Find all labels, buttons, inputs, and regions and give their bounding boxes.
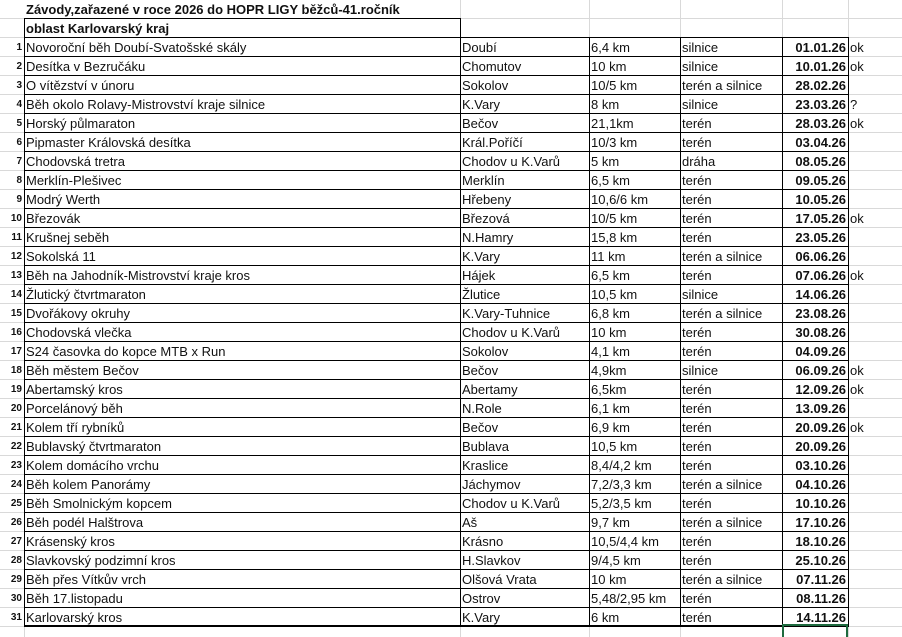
column-border bbox=[680, 37, 681, 626]
race-date[interactable]: 17.05.26 bbox=[795, 211, 846, 226]
race-name[interactable]: Merklín-Plešivec bbox=[26, 173, 122, 188]
race-date[interactable]: 06.06.26 bbox=[795, 249, 846, 264]
table-row bbox=[0, 361, 902, 380]
race-surface[interactable]: terén a silnice bbox=[682, 515, 763, 530]
table-row bbox=[0, 456, 902, 475]
race-distance[interactable]: 4,9km bbox=[591, 363, 627, 378]
race-number[interactable]: 26 bbox=[10, 517, 22, 528]
race-surface[interactable]: terén a silnice bbox=[682, 306, 763, 321]
race-surface[interactable]: terén bbox=[682, 534, 712, 549]
race-name[interactable]: Dvořákovy okruhy bbox=[26, 306, 131, 321]
race-date[interactable]: 12.09.26 bbox=[795, 382, 846, 397]
race-place[interactable]: K.Vary bbox=[462, 249, 501, 264]
race-note[interactable] bbox=[848, 399, 902, 418]
race-name[interactable]: Chodovská vlečka bbox=[26, 325, 132, 340]
race-distance[interactable]: 6,5 km bbox=[591, 173, 631, 188]
race-distance[interactable]: 6,1 km bbox=[591, 401, 631, 416]
column-border bbox=[782, 37, 783, 626]
race-name[interactable]: Běh 17.listopadu bbox=[26, 591, 123, 606]
race-number[interactable]: 25 bbox=[10, 498, 22, 509]
race-distance[interactable]: 5 km bbox=[591, 154, 620, 169]
race-number[interactable]: 21 bbox=[10, 422, 22, 433]
race-number[interactable]: 22 bbox=[10, 441, 22, 452]
race-note[interactable]: ok bbox=[850, 420, 864, 435]
race-surface[interactable]: terén bbox=[682, 173, 712, 188]
table-row bbox=[0, 76, 902, 95]
table-row bbox=[0, 152, 902, 171]
race-name[interactable]: Chodovská tretra bbox=[26, 154, 125, 169]
race-place[interactable]: Olšová Vrata bbox=[462, 572, 537, 587]
race-surface[interactable]: terén bbox=[682, 344, 712, 359]
race-date[interactable]: 08.05.26 bbox=[795, 154, 846, 169]
race-date[interactable]: 04.10.26 bbox=[795, 477, 846, 492]
table-row bbox=[0, 38, 902, 57]
race-date[interactable]: 20.09.26 bbox=[795, 420, 846, 435]
race-surface[interactable]: terén bbox=[682, 135, 712, 150]
race-name[interactable]: Běh přes Vítkův vrch bbox=[26, 572, 146, 587]
race-place[interactable]: Bečov bbox=[462, 363, 499, 378]
race-number[interactable]: 27 bbox=[10, 536, 22, 547]
race-name[interactable]: Slavkovský podzimní kros bbox=[26, 553, 176, 568]
race-distance[interactable]: 10,6/6 km bbox=[591, 192, 649, 207]
race-date[interactable]: 30.08.26 bbox=[795, 325, 846, 340]
race-note[interactable] bbox=[848, 304, 902, 323]
table-row bbox=[0, 437, 902, 456]
race-number[interactable]: 5 bbox=[16, 118, 22, 129]
race-place[interactable]: Krásno bbox=[462, 534, 504, 549]
race-note[interactable]: ok bbox=[850, 59, 864, 74]
race-number[interactable]: 12 bbox=[10, 251, 22, 262]
race-date[interactable]: 23.08.26 bbox=[795, 306, 846, 321]
race-place[interactable]: Kraslice bbox=[462, 458, 509, 473]
race-date[interactable]: 08.11.26 bbox=[796, 591, 846, 606]
race-place[interactable]: K.Vary bbox=[462, 610, 501, 625]
race-distance[interactable]: 21,1km bbox=[591, 116, 634, 131]
race-surface[interactable]: silnice bbox=[682, 97, 719, 112]
table-row bbox=[0, 228, 902, 247]
race-name[interactable]: Horský půlmaraton bbox=[26, 116, 136, 131]
race-number[interactable]: 31 bbox=[10, 612, 22, 623]
race-date[interactable]: 04.09.26 bbox=[795, 344, 846, 359]
race-place[interactable]: Chodov u K.Varů bbox=[462, 496, 561, 511]
table-row bbox=[0, 209, 902, 228]
race-note[interactable]: ok bbox=[850, 211, 864, 226]
race-number[interactable]: 3 bbox=[16, 80, 22, 91]
race-name[interactable]: Karlovarský kros bbox=[26, 610, 123, 625]
race-number[interactable]: 19 bbox=[10, 384, 22, 395]
race-distance[interactable]: 10,5 km bbox=[591, 439, 638, 454]
race-note[interactable] bbox=[848, 456, 902, 475]
table-row bbox=[0, 399, 902, 418]
race-place[interactable]: Abertamy bbox=[462, 382, 518, 397]
race-distance[interactable]: 10/3 km bbox=[591, 135, 638, 150]
table-row bbox=[0, 247, 902, 266]
race-date[interactable]: 28.02.26 bbox=[795, 78, 846, 93]
race-name[interactable]: Běh na Jahodník-Mistrovství kraje kros bbox=[26, 268, 250, 283]
race-note[interactable] bbox=[848, 76, 902, 95]
race-place[interactable]: K.Vary bbox=[462, 97, 501, 112]
race-number[interactable]: 23 bbox=[10, 460, 22, 471]
race-place[interactable]: Hřebeny bbox=[462, 192, 512, 207]
race-note[interactable] bbox=[848, 228, 902, 247]
race-name[interactable]: Běh Smolnickým kopcem bbox=[26, 496, 172, 511]
race-note[interactable] bbox=[848, 437, 902, 456]
race-surface[interactable]: terén bbox=[682, 610, 712, 625]
table-row bbox=[0, 190, 902, 209]
race-surface[interactable]: silnice bbox=[682, 59, 719, 74]
race-place[interactable]: Chomutov bbox=[462, 59, 522, 74]
race-note[interactable] bbox=[848, 247, 902, 266]
race-number[interactable]: 15 bbox=[10, 308, 22, 319]
race-place[interactable]: Březová bbox=[462, 211, 510, 226]
race-name[interactable]: Žlutický čtvrtmaraton bbox=[26, 287, 146, 302]
race-date[interactable]: 10.10.26 bbox=[795, 496, 846, 511]
race-distance[interactable]: 7,2/3,3 km bbox=[591, 477, 652, 492]
race-place[interactable]: N.Hamry bbox=[462, 230, 514, 245]
race-surface[interactable]: terén bbox=[682, 553, 712, 568]
race-number[interactable]: 10 bbox=[10, 213, 22, 224]
race-surface[interactable]: terén bbox=[682, 192, 712, 207]
race-number[interactable]: 28 bbox=[10, 555, 22, 566]
race-date[interactable]: 10.01.26 bbox=[795, 59, 846, 74]
race-surface[interactable]: terén bbox=[682, 116, 712, 131]
race-note[interactable] bbox=[848, 608, 902, 627]
race-name[interactable]: Běh okolo Rolavy-Mistrovství kraje silnice bbox=[26, 97, 266, 112]
race-surface[interactable]: terén a silnice bbox=[682, 477, 763, 492]
race-name[interactable]: Abertamský kros bbox=[26, 382, 123, 397]
race-surface[interactable]: terén bbox=[682, 230, 712, 245]
race-number[interactable]: 29 bbox=[10, 574, 22, 585]
race-note[interactable] bbox=[848, 475, 902, 494]
race-date[interactable]: 20.09.26 bbox=[795, 439, 846, 454]
race-note[interactable]: ok bbox=[850, 116, 864, 131]
race-surface[interactable]: dráha bbox=[682, 154, 716, 169]
race-name[interactable]: Novoroční běh Doubí-Svatošské skály bbox=[26, 40, 247, 55]
race-place[interactable]: K.Vary-Tuhnice bbox=[462, 306, 551, 321]
race-name[interactable]: S24 časovka do kopce MTB x Run bbox=[26, 344, 226, 359]
table-row bbox=[0, 95, 902, 114]
race-number[interactable]: 24 bbox=[10, 479, 22, 490]
race-number[interactable]: 8 bbox=[16, 175, 22, 186]
race-name[interactable]: Porcelánový běh bbox=[26, 401, 123, 416]
race-number[interactable]: 9 bbox=[16, 194, 22, 205]
race-surface[interactable]: terén bbox=[682, 420, 712, 435]
table-row bbox=[0, 171, 902, 190]
race-distance[interactable]: 4,1 km bbox=[591, 344, 631, 359]
race-distance[interactable]: 10 km bbox=[591, 572, 627, 587]
table-row bbox=[0, 304, 902, 323]
race-note[interactable]: ok bbox=[850, 268, 864, 283]
race-place[interactable]: Jáchymov bbox=[462, 477, 521, 492]
race-place[interactable]: H.Slavkov bbox=[462, 553, 521, 568]
race-distance[interactable]: 10,5 km bbox=[591, 287, 638, 302]
selected-cell[interactable] bbox=[782, 624, 848, 637]
race-place[interactable]: Chodov u K.Varů bbox=[462, 154, 561, 169]
race-date[interactable]: 23.05.26 bbox=[795, 230, 846, 245]
race-name[interactable]: Běh městem Bečov bbox=[26, 363, 139, 378]
race-place[interactable]: Sokolov bbox=[462, 78, 509, 93]
race-date[interactable]: 03.10.26 bbox=[795, 458, 846, 473]
race-number[interactable]: 20 bbox=[10, 403, 22, 414]
race-number[interactable]: 2 bbox=[16, 61, 22, 72]
race-number[interactable]: 7 bbox=[16, 156, 22, 167]
race-note[interactable] bbox=[848, 342, 902, 361]
table-row bbox=[0, 380, 902, 399]
race-note[interactable]: ok bbox=[850, 382, 864, 397]
race-number[interactable]: 17 bbox=[10, 346, 22, 357]
race-place[interactable]: Žlutice bbox=[462, 287, 501, 302]
race-note[interactable] bbox=[848, 494, 902, 513]
race-date[interactable]: 14.11.26 bbox=[796, 610, 846, 625]
race-note[interactable] bbox=[848, 570, 902, 589]
race-name[interactable]: Krásenský kros bbox=[26, 534, 115, 549]
race-place[interactable]: Doubí bbox=[462, 40, 497, 55]
race-date[interactable]: 13.09.26 bbox=[795, 401, 846, 416]
race-number[interactable]: 14 bbox=[10, 289, 22, 300]
race-date[interactable]: 07.06.26 bbox=[795, 268, 846, 283]
race-surface[interactable]: terén bbox=[682, 325, 712, 340]
table-row bbox=[0, 475, 902, 494]
race-note[interactable]: ? bbox=[850, 97, 858, 112]
race-date[interactable]: 28.03.26 bbox=[795, 116, 846, 131]
race-place[interactable]: Ostrov bbox=[462, 591, 501, 606]
race-distance[interactable]: 9/4,5 km bbox=[591, 553, 641, 568]
race-distance[interactable]: 6 km bbox=[591, 610, 620, 625]
race-surface[interactable]: terén bbox=[682, 496, 712, 511]
race-number[interactable]: 4 bbox=[16, 99, 22, 110]
race-distance[interactable]: 8 km bbox=[591, 97, 620, 112]
race-note[interactable] bbox=[848, 133, 902, 152]
race-distance[interactable]: 5,2/3,5 km bbox=[591, 496, 652, 511]
race-surface[interactable]: terén bbox=[682, 382, 712, 397]
race-place[interactable]: Chodov u K.Varů bbox=[462, 325, 561, 340]
race-distance[interactable]: 10 km bbox=[591, 59, 627, 74]
race-name[interactable]: Sokolská 11 bbox=[26, 249, 96, 264]
table-row bbox=[0, 570, 902, 589]
race-date[interactable]: 07.11.26 bbox=[796, 572, 846, 587]
race-number[interactable]: 6 bbox=[16, 137, 22, 148]
race-date[interactable]: 03.04.26 bbox=[795, 135, 846, 150]
race-note[interactable]: ok bbox=[850, 363, 864, 378]
table-row bbox=[0, 57, 902, 76]
table-row bbox=[0, 513, 902, 532]
race-note[interactable] bbox=[848, 285, 902, 304]
race-surface[interactable]: terén a silnice bbox=[682, 249, 763, 264]
race-date[interactable]: 23.03.26 bbox=[795, 97, 846, 112]
race-name[interactable]: Běh podél Halštrova bbox=[26, 515, 144, 530]
race-surface[interactable]: terén a silnice bbox=[682, 78, 763, 93]
race-distance[interactable]: 10/5 km bbox=[591, 211, 638, 226]
race-number[interactable]: 13 bbox=[10, 270, 22, 281]
race-number[interactable]: 18 bbox=[10, 365, 22, 376]
race-date[interactable]: 01.01.26 bbox=[795, 40, 846, 55]
race-surface[interactable]: terén bbox=[682, 268, 712, 283]
table-row bbox=[0, 342, 902, 361]
table-row bbox=[0, 589, 902, 608]
race-date[interactable]: 17.10.26 bbox=[795, 515, 846, 530]
table-row bbox=[0, 323, 902, 342]
column-border bbox=[589, 37, 590, 626]
race-name[interactable]: Pipmaster Královská desítka bbox=[26, 135, 191, 150]
race-note[interactable] bbox=[848, 152, 902, 171]
race-name[interactable]: Kolem tří rybníků bbox=[26, 420, 125, 435]
table-row bbox=[0, 608, 902, 627]
race-note[interactable] bbox=[848, 323, 902, 342]
race-date[interactable]: 06.09.26 bbox=[795, 363, 846, 378]
race-place[interactable]: N.Role bbox=[462, 401, 502, 416]
race-note[interactable] bbox=[848, 190, 902, 209]
race-place[interactable]: Bečov bbox=[462, 116, 499, 131]
race-surface[interactable]: terén bbox=[682, 591, 712, 606]
race-distance[interactable]: 6,4 km bbox=[591, 40, 631, 55]
race-place[interactable]: Hájek bbox=[462, 268, 496, 283]
race-name[interactable]: Desítka v Bezručáku bbox=[26, 59, 146, 74]
sheet-subtitle[interactable]: oblast Karlovarský kraj bbox=[24, 19, 460, 38]
row-border bbox=[24, 626, 849, 627]
race-note[interactable] bbox=[848, 171, 902, 190]
race-surface[interactable]: terén bbox=[682, 439, 712, 454]
table-row bbox=[0, 114, 902, 133]
table-row bbox=[0, 285, 902, 304]
race-number[interactable]: 11 bbox=[11, 232, 22, 243]
race-distance[interactable]: 6,5 km bbox=[591, 268, 631, 283]
race-distance[interactable]: 11 km bbox=[591, 249, 626, 264]
race-surface[interactable]: silnice bbox=[682, 287, 719, 302]
race-note[interactable] bbox=[848, 551, 902, 570]
race-distance[interactable]: 6,8 km bbox=[591, 306, 631, 321]
race-note[interactable]: ok bbox=[850, 40, 864, 55]
race-name[interactable]: Krušnej seběh bbox=[26, 230, 110, 245]
race-name[interactable]: O vítězství v únoru bbox=[26, 78, 135, 93]
race-date[interactable]: 09.05.26 bbox=[795, 173, 846, 188]
race-note[interactable] bbox=[848, 513, 902, 532]
table-row bbox=[0, 133, 902, 152]
race-name[interactable]: Kolem domácího vrchu bbox=[26, 458, 159, 473]
race-distance[interactable]: 6,5km bbox=[591, 382, 627, 397]
race-place[interactable]: Sokolov bbox=[462, 344, 509, 359]
race-surface[interactable]: terén bbox=[682, 211, 712, 226]
race-date[interactable]: 10.05.26 bbox=[795, 192, 846, 207]
column-border bbox=[460, 37, 461, 626]
race-name[interactable]: Běh kolem Panorámy bbox=[26, 477, 151, 492]
race-number[interactable]: 16 bbox=[10, 327, 22, 338]
race-place[interactable]: Aš bbox=[462, 515, 478, 530]
race-place[interactable]: Merklín bbox=[462, 173, 505, 188]
race-name[interactable]: Březovák bbox=[26, 211, 81, 226]
race-place[interactable]: Bečov bbox=[462, 420, 499, 435]
sheet-title[interactable]: Závody,zařazené v roce 2026 do HOPR LIGY běžců-41.ročník bbox=[24, 0, 460, 19]
table-row bbox=[0, 266, 902, 285]
race-distance[interactable]: 8,4/4,2 km bbox=[591, 458, 652, 473]
race-surface[interactable]: terén a silnice bbox=[682, 572, 763, 587]
race-surface[interactable]: silnice bbox=[682, 40, 719, 55]
table-row bbox=[0, 532, 902, 551]
race-date[interactable]: 18.10.26 bbox=[795, 534, 846, 549]
race-date[interactable]: 14.06.26 bbox=[795, 287, 846, 302]
race-surface[interactable]: silnice bbox=[682, 363, 719, 378]
table-row bbox=[0, 418, 902, 437]
race-distance[interactable]: 10,5/4,4 km bbox=[591, 534, 659, 549]
race-distance[interactable]: 5,48/2,95 km bbox=[591, 591, 667, 606]
race-distance[interactable]: 10/5 km bbox=[591, 78, 638, 93]
race-note[interactable] bbox=[848, 532, 902, 551]
race-distance[interactable]: 6,9 km bbox=[591, 420, 631, 435]
race-number[interactable]: 30 bbox=[10, 593, 22, 604]
table-row bbox=[0, 494, 902, 513]
race-name[interactable]: Modrý Werth bbox=[26, 192, 101, 207]
race-distance[interactable]: 15,8 km bbox=[591, 230, 638, 245]
race-distance[interactable]: 10 km bbox=[591, 325, 627, 340]
race-date[interactable]: 25.10.26 bbox=[795, 553, 846, 568]
table-row bbox=[0, 551, 902, 570]
race-surface[interactable]: terén bbox=[682, 458, 712, 473]
race-number[interactable]: 1 bbox=[16, 42, 22, 53]
race-name[interactable]: Bublavský čtvrtmaraton bbox=[26, 439, 162, 454]
race-distance[interactable]: 9,7 km bbox=[591, 515, 631, 530]
race-place[interactable]: Bublava bbox=[462, 439, 509, 454]
race-surface[interactable]: terén bbox=[682, 401, 712, 416]
race-note[interactable] bbox=[848, 589, 902, 608]
race-place[interactable]: Král.Poříčí bbox=[462, 135, 523, 150]
